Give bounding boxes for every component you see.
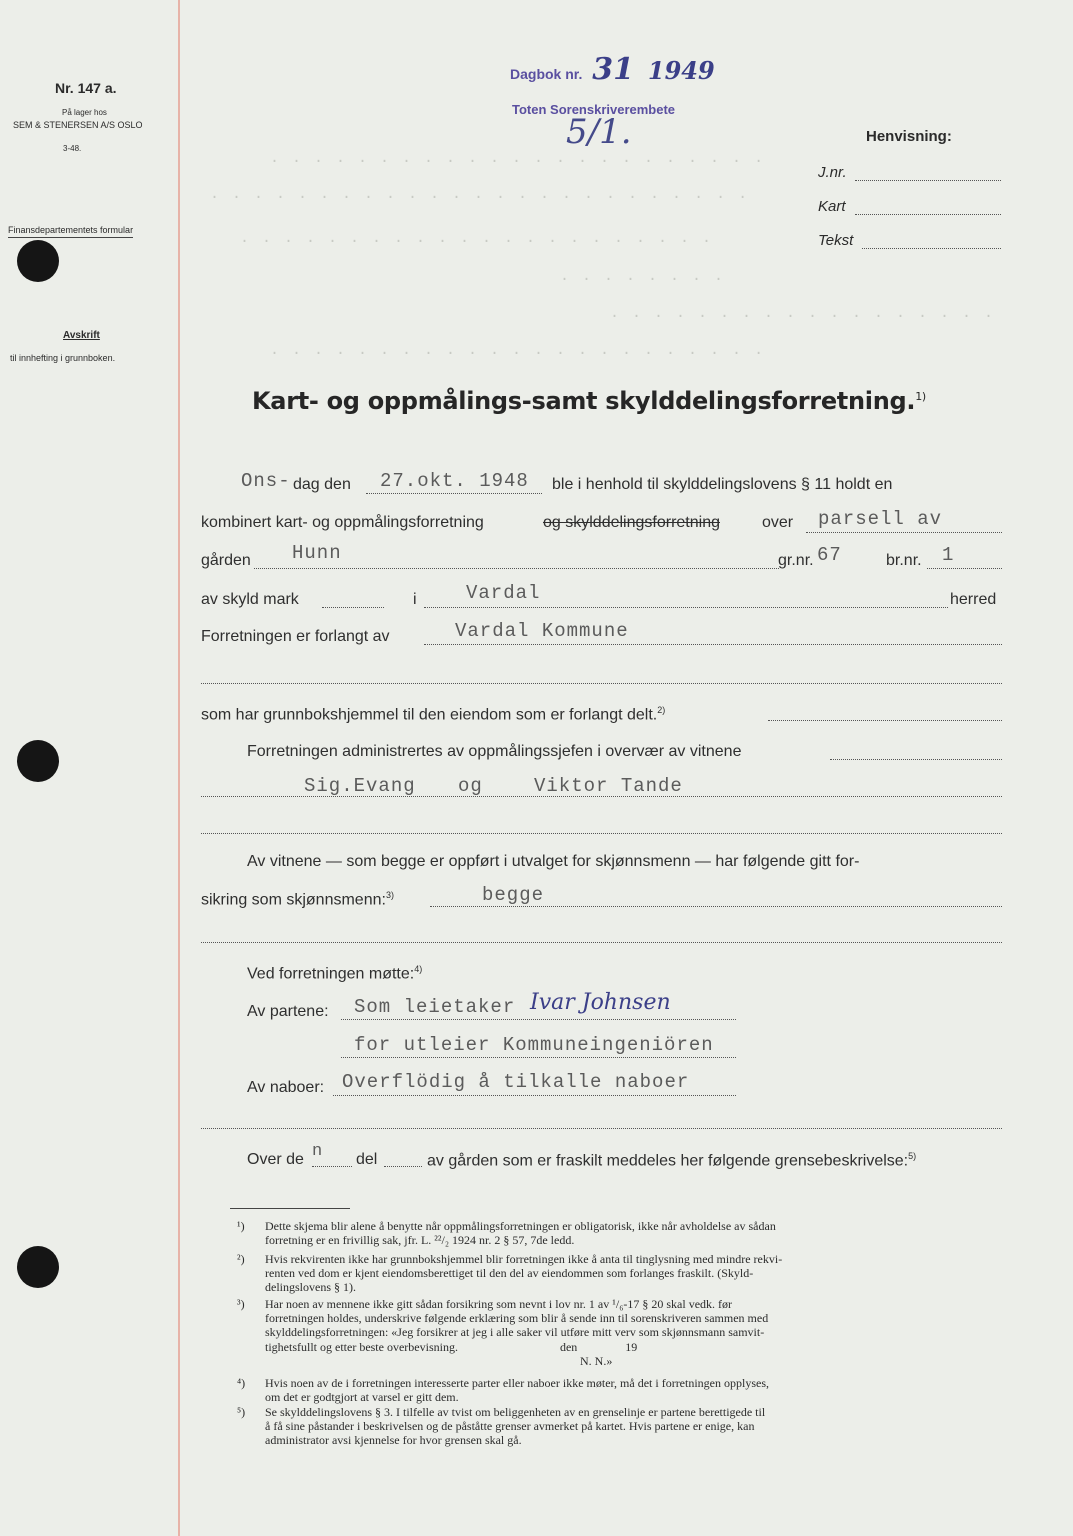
day-prefix: Ons-: [241, 470, 291, 492]
footnote-line: Har noen av mennene ikke gitt sådan forsikring som nevnt i lov nr. 1 av ¹/₆-17 § 20 skal vedk. før: [265, 1297, 733, 1311]
requested-by: Vardal Kommune: [455, 620, 629, 642]
witness-and: og: [458, 775, 483, 797]
date-field-line: [366, 493, 542, 494]
footnote-line: Hvis rekvirenten ikke har grunnbokshjemmel blir forretningen ikke å anta til tinglysning med mindre rekvi-: [265, 1252, 783, 1266]
footnote-line: forretningen holdes, underskrive følgende erklæring som blir å sende inn til sorenskriveren sammen med: [265, 1311, 769, 1326]
footnote-line: administrator avsi kjennelse for hvor grensen skal gå.: [265, 1433, 522, 1448]
footnote-line: Dette skjema blir alene å benytte når oppmålingsforretningen er obligatorisk, ikke når avholdelse av sådan: [265, 1219, 776, 1233]
i-label: i: [413, 591, 417, 608]
publisher-line-1: På lager hos: [62, 108, 107, 117]
naboer-field-line-2: [201, 1128, 1002, 1129]
witness-field-line-2: [201, 833, 1002, 834]
bleed-through-text: . . . . . . . . . . . . . . . . . . . . . .: [240, 230, 714, 247]
witness-field-line: [201, 796, 1002, 797]
footnote-line: skylddelingsforretningen: «Jeg forsikrer at jeg i alle saker vil utføre mitt verv som skjønnsmann samvit-: [265, 1325, 765, 1340]
del-field-line: [384, 1166, 422, 1167]
page-title: [252, 387, 926, 415]
parter-field-line: [341, 1019, 736, 1020]
footnote-number: ⁵): [237, 1405, 246, 1419]
over-label: over: [762, 514, 794, 531]
requested-field-line: [424, 644, 1002, 645]
hjemmel-line: som har grunnbokshjemmel til den eiendom som er forlangt delt.$^{2)}$: [201, 705, 666, 724]
naboer-label: Av naboer:: [247, 1079, 325, 1096]
parter-typed: Som leietaker: [354, 996, 516, 1018]
footnote-number: ²): [237, 1252, 245, 1266]
footnote-4: [237, 1376, 770, 1405]
witness-2: Viktor Tande: [534, 775, 683, 797]
form-number: Nr. 147 a.: [55, 80, 117, 96]
ministry-form: Finansdepartementets formular: [8, 225, 133, 238]
date-code: 3-48.: [63, 144, 82, 153]
jnr-label: J.nr.: [818, 164, 847, 181]
dag-den-label: dag den: [293, 476, 351, 493]
witness-1: Sig.Evang: [304, 775, 416, 797]
footnote-number: ³): [237, 1297, 245, 1311]
dagbok-number: 31: [592, 52, 634, 87]
kombinert-label: kombinert kart- og oppmålingsforretning: [201, 514, 484, 531]
bleed-through-text: . . . . . . . . . . . . . . . . . . . . . . . . .: [210, 186, 750, 203]
footnote-number: ¹): [237, 1219, 245, 1233]
reference-heading: Henvisning:: [866, 128, 952, 145]
bleed-through-text: . . . . . . . . . . . . . . . . . . . . . . .: [270, 150, 766, 167]
garden-label: gården: [201, 552, 251, 569]
footnote-line: å få sine påstander i beskrivelsen og de påståtte grenser avmerket på kartet. Hvis partene er enige, kan: [265, 1419, 755, 1434]
margin-rule: [178, 0, 180, 1536]
footnote-line: renten ved dom er kjent eiendomsberettiget til den del av eiendommen som forlanges fraskilt. (Skyld-: [265, 1266, 754, 1281]
vitne-line-1: Av vitnene — som begge er oppført i utvalget for skjønnsmenn — har følgende gitt for-: [247, 853, 860, 870]
footnote-5: [237, 1405, 766, 1448]
over-de-label: Over de: [247, 1151, 304, 1168]
bleed-through-text: . . . . . . . . . . . . . . . . . .: [610, 305, 996, 322]
punch-hole-top: [17, 240, 59, 282]
vitne-answer: begge: [482, 884, 545, 906]
parter-signature: Ivar Johnsen: [530, 990, 671, 1015]
footnote-rule: [230, 1208, 350, 1209]
footnote-line: om det er godtgjort at varsel er gitt dem.: [265, 1390, 459, 1405]
grense-line: av gården som er fraskilt meddeles her følgende grensebeskrivelse:$^{5)}$: [427, 1151, 917, 1170]
mote-label: Ved forretningen møtte:$^{4)}$: [247, 964, 423, 983]
folio-number: 5/1.: [566, 112, 632, 152]
dagbok-label: Dagbok nr.: [510, 66, 583, 82]
footnote-line: delingslovens § 1).: [265, 1280, 356, 1295]
title-text: Kart- og oppmålings-samt skylddelingsforretning.: [252, 387, 916, 415]
punch-hole-middle: [17, 740, 59, 782]
vitne-line-2: sikring som skjønnsmenn:$^{3)}$: [201, 890, 394, 909]
del-label: del: [356, 1151, 378, 1168]
footnote-2: [237, 1252, 783, 1295]
parter-label: Av partene:: [247, 1003, 329, 1020]
footnote-1: [237, 1219, 776, 1248]
grnr-value: 67: [817, 544, 842, 566]
naboer-field-line: [333, 1095, 736, 1096]
admin-line: Forretningen administrertes av oppmålingssjefen i overvær av vitnene: [247, 743, 742, 760]
tekst-field: [862, 248, 1001, 249]
footnote-number: ⁴): [237, 1376, 246, 1390]
farm-field-line: [254, 568, 779, 569]
brnr-label: br.nr.: [886, 552, 922, 569]
footnote-3: [237, 1297, 769, 1368]
naboer-typed: Overflödig å tilkalle naboer: [342, 1071, 690, 1093]
dagbok-stamp: [510, 52, 715, 87]
municipality-field-line: [424, 607, 948, 608]
intro-rest: ble i henhold til skylddelingslovens § 11 holdt en: [552, 476, 893, 493]
municipality-name: Vardal: [466, 582, 541, 604]
copy-title: Avskrift: [63, 330, 100, 341]
footnote-line: N. N.»: [265, 1353, 613, 1368]
title-footnote-ref: 1): [915, 390, 926, 403]
copy-note: til innhefting i grunnboken.: [10, 353, 116, 363]
over-de-typed: n: [312, 1142, 324, 1161]
brnr-value: 1: [942, 544, 955, 566]
footnote-line: forretning er en frivillig sak, jfr. L. ²²/₂ 1924 nr. 2 § 57, 7de ledd.: [265, 1233, 575, 1248]
over-field-line: [806, 532, 1002, 533]
kart-field: [855, 214, 1001, 215]
jnr-field: [855, 180, 1001, 181]
skyld-label: av skyld mark: [201, 591, 299, 608]
brnr-field-line: [927, 568, 1002, 569]
farm-name: Hunn: [292, 542, 342, 564]
bleed-through-text: . . . . . . . .: [560, 268, 726, 285]
blank-field-line: [201, 683, 1002, 684]
requested-label: Forretningen er forlangt av: [201, 628, 390, 645]
herred-label: herred: [950, 591, 997, 608]
footnote-line: tighetsfullt og etter beste overbevisning. den 19: [265, 1339, 638, 1354]
bleed-through-text: . . . . . . . . . . . . . . . . . . . . . . .: [270, 342, 766, 359]
hjemmel-field-line: [768, 720, 1002, 721]
grnr-label: gr.nr.: [778, 552, 814, 569]
parter-line-2: for utleier Kommuneingeniören: [354, 1034, 714, 1056]
punch-hole-bottom: [17, 1246, 59, 1288]
kart-label: Kart: [818, 198, 846, 215]
parcel-value: parsell av: [818, 508, 943, 530]
footnote-line: Se skylddelingslovens § 3. I tilfelle av tvist om beliggenheten av en grenselinje er partene berettigede til: [265, 1405, 766, 1419]
forretning-date: 27.okt. 1948: [380, 470, 529, 492]
skyld-field-line: [322, 607, 384, 608]
vitne-field-line-2: [201, 942, 1002, 943]
parter-field-line-2: [341, 1057, 736, 1058]
struck-skylddeling: og skylddelingsforretning: [543, 514, 720, 531]
over-de-field-line: [312, 1166, 352, 1167]
dagbok-year: 1949: [647, 56, 715, 85]
tekst-label: Tekst: [818, 232, 854, 249]
admin-field-line: [830, 759, 1002, 760]
publisher-line-2: SEM & STENERSEN A/S OSLO: [13, 120, 143, 130]
vitne-field-line: [430, 906, 1002, 907]
court-office-stamp: Toten Sorenskriverembete: [512, 102, 676, 117]
footnote-line: Hvis noen av de i forretningen interesserte parter eller naboer ikke møter, må det i forretningen opplyses,: [265, 1376, 770, 1390]
